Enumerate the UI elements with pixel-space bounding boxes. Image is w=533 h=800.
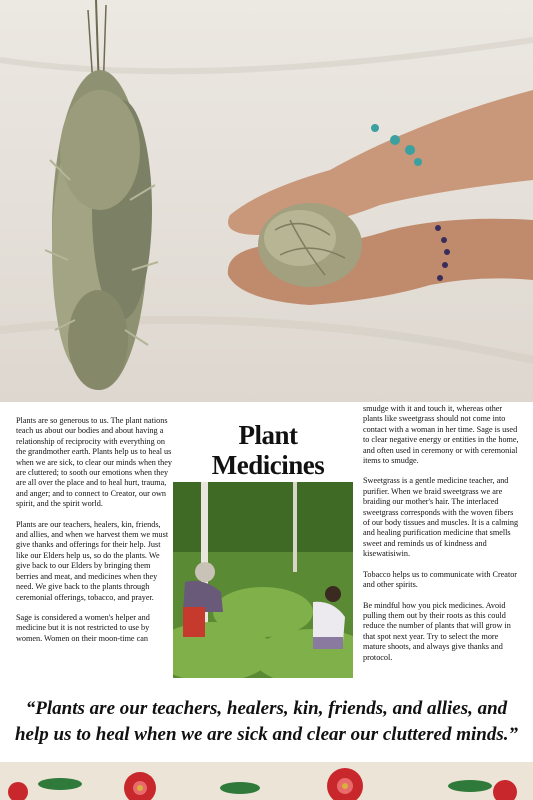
harvest-photo <box>173 482 353 678</box>
beadwork-border <box>0 762 533 800</box>
paragraph-sweetgrass: Sweetgrass is a gentle medicine teacher, and purifier. When we braid sweetgrass we are braiding our mother's hair. The interlaced sweetgrass corresponds with the woven fibers of our body tissues and muscles. It is a calming and healing purification medicine that smells sweet and reminds us of kindness and kisewatisiwin. <box>363 476 519 559</box>
left-column <box>16 416 174 654</box>
harvest-photo-illustration <box>173 482 353 678</box>
paragraph-plants-generous: Plants are so generous to us. The plant nations teach us about our bodies and about having a relationship of reciprocity with everything on the grandmother earth. Plants help us to heal us when we are sick, to clear our minds when they are cluttered; to sooth our emotions when they are all over the place and to heal hurt, trauma, and anger; and to connect to Creator, our own spirit, and the spirit world. <box>16 416 172 509</box>
title-line-2: Medicines <box>211 450 325 480</box>
paragraph-smudge: smudge with it and touch it, whereas other plants like sweetgrass should not come into contact with a woman in her time. Sage is used to clear negative energy or entities in the home, and often used in ceremony or with ceremonial items to smudge. <box>363 404 519 466</box>
sage-bundle <box>45 0 158 390</box>
hands-holding-sage <box>228 90 533 305</box>
quote-line-1: “Plants are our teachers, healers, kin, friends, and allies, and <box>25 698 508 719</box>
article-body <box>0 402 533 688</box>
quote-line-2: help us to heal when we are sick and clear our cluttered minds.” <box>14 724 518 745</box>
right-column <box>363 404 521 673</box>
title-line-1: Plant <box>238 420 298 450</box>
pull-quote <box>0 688 533 760</box>
paragraph-teachers-healers: Plants are our teachers, healers, kin, friends, and allies, and when we harvest them we must give thanks and offerings for their help. Just like our Elders help us, so do the plants. We give back to our Elders by bringing them berries and meat, and medicines when they need. We give back to the plants through ceremonial offerings, tobacco, and prayer. <box>16 519 169 602</box>
paragraph-sage: Sage is considered a women's helper and medicine but it is not restricted to use by women. Women on their moon-time can <box>16 612 150 643</box>
floral-beadwork-illustration <box>0 762 533 800</box>
page-title <box>180 420 356 480</box>
paragraph-mindful-picking: Be mindful how you pick medicines. Avoid pulling them out by their roots as this could reduce the number of plants that will grow in that spot next year. Try to select the more mature shoots, and always give thanks and protocol. <box>363 600 511 662</box>
paragraph-tobacco: Tobacco helps us to communicate with Creator and other spirits. <box>363 569 518 590</box>
